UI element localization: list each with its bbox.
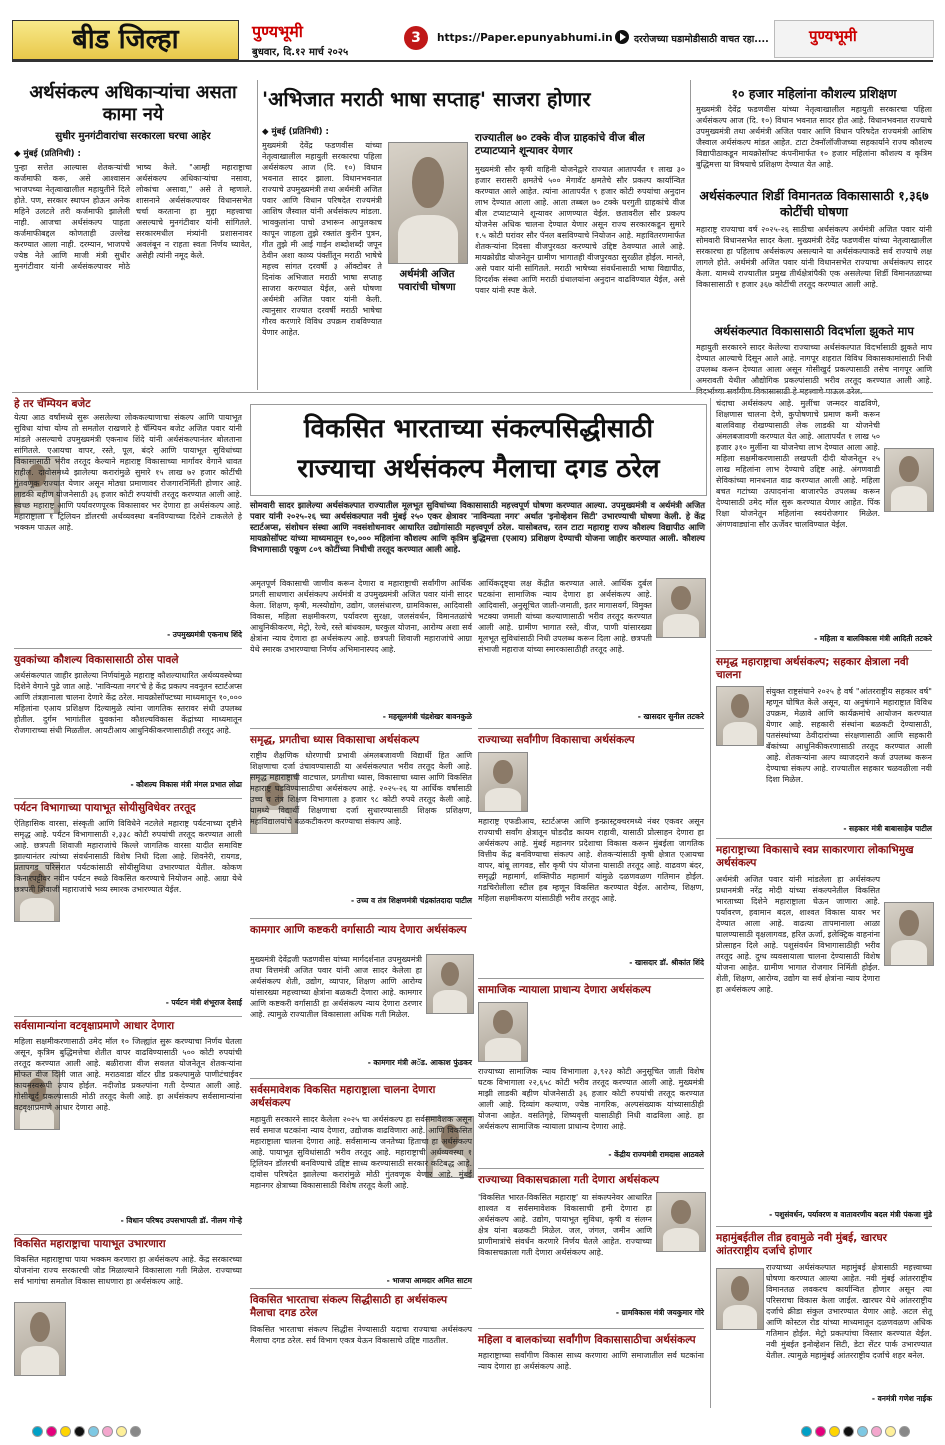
- section-title: [12, 20, 239, 60]
- article-title: राज्याच्या सर्वांगीण विकासाचा अर्थसंकल्प: [478, 734, 635, 746]
- dateline: बुधवार, दि.१२ मार्च २०२५: [252, 47, 349, 58]
- article-signature: - सहकार मंत्री बाबासाहेब पाटील: [843, 824, 932, 833]
- header-logo-right: [774, 20, 934, 58]
- registration-dot: [885, 1426, 896, 1437]
- article-signature: - कौशल्य विकास मंत्री मंगल प्रभात लोढा: [130, 780, 242, 789]
- divider: [257, 80, 258, 390]
- column-4: [716, 398, 932, 1408]
- article-title: समृद्ध महाराष्ट्राचा अर्थसंकल्प; सहकार क्षेत्राला नवी चालना: [716, 656, 909, 681]
- col4-article-1: [716, 398, 932, 648]
- article-signature: - ग्रामविकास मंत्री जयकुमार गोरे: [615, 1308, 704, 1317]
- col1-article-4: [14, 1020, 242, 1230]
- col2-article-1: [250, 578, 472, 728]
- article-body: अर्थमंत्री अजित पवार यांनी मांडलेला हा अर्थसंकल्प प्रधानमंत्री नरेंद्र मोदी यांच्या संकल्पनेतील विकसित भारताच्या दिशेने महाराष्ट्राला घेऊन जाणारा आहे. पर्यावरण, हवामान बदल, शाश्वत विकास यावर भर देण्यात आला आहे. वाढत्या तापमानाला आळा घालण्यासाठी वृक्षलागवड, हरित ऊर्जा, इलेक्ट्रिक वाहनांना प्रोत्साहन दिले आहे. पशुसंवर्धन विभागासाठीही भरीव तरतूद आहे. दुग्ध व्यवसायाला चालना देण्यासाठी विशेष योजना आहेत. ग्रामीण भागात रोजगार निर्मिती होईल. शेती, शिक्षण, आरोग्य, उद्योग या सर्व क्षेत्रांना न्याय देणारा हा अर्थसंकल्प आहे.: [716, 875, 880, 994]
- article-title: महिला व बालकांच्या सर्वांगीण विकासासाठीचा अर्थसंकल्प: [478, 1334, 696, 1346]
- article-body: महायुती सरकारने सादर केलेला २०२५ चा अर्थसंकल्प हा सर्वसमावेशक असून सर्व समाज घटकांना न्याय देणारा, उद्योजक वाढविणारा आहे. आणि विकसित महाराष्ट्राला चालना देणारा आहे. सर्वसामान्य जनतेच्या हिताचा हा अर्थसंकल्प आहे. पायाभूत सुविधांसाठी भरीव तरतूद आहे. महाराष्ट्राची अर्थव्यवस्था १ ट्रिलियन डॉलरची बनविण्याचे उद्दिष्ट साध्य करण्यासाठी सरकार कटिबद्ध आहे. दावोस परिषदेत झालेल्या करारांमुळे मोठी गुंतवणूक येणार आहे. मुंबई महानगर क्षेत्राच्या विकासासाठी विशेष तरतूद केली आहे.: [250, 1115, 472, 1190]
- banner-intro: सोमवारी सादर झालेल्या अर्थसंकल्पात राज्यातील मूलभूत सुविधांच्या विकासासाठी महत्त्वपूर्ण घोषणा करण्यात आल्या. उपमुख्यमंत्री व अर्थमंत्री अजित पवार यांनी २०२५-२६ च्या अर्थसंकल्पात नवी मुंबई २५० एकर क्षेत्रावर 'नाविन्यता नगर' अर्थात 'इनोव्हेशन सिटी' उभारण्याची घोषणा केली. हे केंद्र स्टार्टअप्स, संशोधन संस्था आणि नवसंशोधनावर आधारित उद्योगांसाठी महत्त्वपूर्ण ठरेल. यासोबतच, रतन टाटा महाराष्ट्र राज्य कौशल्य विद्यापीठ आणि मायक्रोसॉफ्ट यांच्या माध्यमातून १०,००० महिलांना कौशल्य आणि कृत्रिम बुद्धिमत्ता (एआय) प्रशिक्षण देण्याची योजना जाहीर करण्यात आली. कौशल्य विभागासाठी एकूण ८०९ कोटींच्या निधीची तरतूद करण्यात आली आहे.: [250, 500, 705, 554]
- article-signature: - खासदार डॉ. श्रीकांत शिंदे: [629, 958, 704, 967]
- col4-article-4: [716, 1232, 932, 1408]
- registration-dot: [116, 1426, 127, 1437]
- registration-dot: [74, 1426, 85, 1437]
- article-body: महाराष्ट्राच्या सर्वांगीण विकास साध्य करणारा आणि समाजातील सर्व घटकांना न्याय देणारा हा अर्थसंकल्प आहे.: [478, 1351, 704, 1371]
- column-2: [250, 578, 472, 1408]
- banner-headline-2: राज्याचा अर्थसंकल्प मैलाचा दगड ठरेल: [297, 454, 660, 484]
- article-title: सामाजिक न्यायाला प्राधान्य देणारा अर्थसंकल्प: [478, 984, 651, 996]
- article-title: सर्वसमावेशक विकसित महाराष्ट्राला चालना देणारा अर्थसंकल्प: [250, 1084, 436, 1109]
- top-center-body: मुख्यमंत्री देवेंद्र फडणवीस यांच्या नेतृत्वाखालील महायुती सरकारचा पहिला अर्थसंकल्प आज (दि. १०) विधान भवनात सादर झाला. विधानभवनात राज्याचे उपमुख्यमंत्री तथा अर्थमंत्री अजित पवार आणि विधान परिषदेत राज्यमंत्री आशिष जैस्वाल यांनी अर्थसंकल्प मांडला. भावकुलांना पाचो उभारून आपुलकाच कापून जाहला तुझे रक्तांत कुरीन पुत्रन, गीत तुझे मी आई गाईन शब्दोशब्दी जपून ठेवीन अशा काव्य पंक्तींतून मराठी भाषेचे महत्त्व सांगत दरवर्षी ३ ऑक्टोबर ते दिनांक अभिजात मराठी भाषा सप्ताह साजरा करण्यात येईल, असे घोषणा अर्थमंत्री अजित पवार यांनी केली. त्यानुसार राज्यात दरवर्षी मराठी भाषेचा गौरव करणारे विविध उपक्रम राबविण्यात येणार आहेत.: [262, 141, 382, 337]
- col3-article-5: [478, 1334, 704, 1406]
- col1-article-3: [14, 802, 242, 1012]
- article-signature: - खासदार सुनील तटकरे: [637, 712, 704, 721]
- article-body: 'विकसित भारत-विकसित महाराष्ट्र' या संकल्पनेवर आधारित शाश्वत व सर्वसमावेशक विकासाची हमी देणारा हा अर्थसंकल्प आहे. उद्योग, पायाभूत सुविधा, कृषी व संलग्न क्षेत्र यांना बळकटी मिळेल. जल, जंगल, जमीन आणि प्राणीमात्रांचे संवर्धन करणारे निर्णय घेतले आहेत. राज्याच्या विकासचक्राला गती देणारा अर्थसंकल्प आहे.: [478, 1193, 652, 1257]
- divider: [250, 728, 472, 729]
- minister-photo: [716, 1268, 764, 1330]
- article-title: पर्यटन विभागाच्या पायाभूत सोयीसुविधेवर तरतूद: [14, 802, 196, 814]
- col1-article-1: [14, 398, 242, 658]
- top-mid-body: मुख्यमंत्री सौर कृषी वाहिनी योजनेद्वारे राज्यात आतापर्यंत १ लाख ३० हजार सरासरी क्षमतेचे ५०० मेगावॅट क्षमतेचे सौर प्रकल्प कार्यान्वित करण्यात आले आहेत. त्यांना आतापर्यंत ९ हजार कोटी रुपयांचा अनुदान लाभ देण्यात आला आहे. आता तब्बल ७० टक्के घरगुती ग्राहकांचे वीज बील टप्याटप्याने शून्यावर आणण्यात येईल. छतावरील सौर प्रकल्प योजनेस अधिक चालना देण्यात येणार असून राज्य सरकारकडून सुमारे १.५ कोटी घरांवर सौर पॅनल बसविण्याचे नियोजन आहे. महावितरणमार्फत शेतकऱ्यांना दिवसा वीजपुरवठा करण्याचे उद्दिष्ट ठेवण्यात आले आहे. मायक्रोग्रीड योजनेतून ग्रामीण भागातही वीजपुरवठा सुरळीत होईल. मानते, असे पवार यांनी सांगितले. मराठी भाषेच्या संवर्धनासाठी भाषा विद्यापीठ, दिग्दर्शक संस्था आणि मराठी ग्रंथालयांना अनुदान वाढविण्यात येईल, असे पवार यांनी स्पष्ट केले.: [475, 165, 685, 295]
- ticker-text: दररोजच्या घडामोडीसाठी वाचत रहा....: [634, 34, 769, 45]
- article-signature: - उच्च व तंत्र शिक्षणमंत्री चंद्रकांतदादा पाटील: [350, 896, 472, 905]
- article-signature: - भाजपा आमदार अमित साटम: [386, 1276, 472, 1285]
- article-body: विकसित महाराष्ट्राचा पाया भक्कम करणारा हा अर्थसंकल्प आहे. केंद्र सरकारच्या योजनांना राज्य सरकारची जोड मिळाल्याने विकासाला गती मिळेल. राज्याच्या सर्व भागांचा समतोल विकास साधणारा हा अर्थसंकल्प आहे.: [14, 1255, 242, 1286]
- top-right-body-1: मुख्यमंत्री देवेंद्र फडणवीस यांच्या नेतृत्वाखालील महायुती सरकारचा पहिला अर्थसंकल्प आज (दि. १०) विधान भवनात सादर होत आहे. विधानभवनात राज्याचे उपमुख्यमंत्री तथा अर्थमंत्री अजित पवार आणि विधान परिषदेत राज्यमंत्री आशिष जैस्वाल अर्थसंकल्प मांडत आहेत. टाटा टेक्नॉलॉजीजच्या सहकार्याने राज्य कौशल्य विद्यापीठाकडून मायक्रोसॉफ्ट कंपनीमार्फत १० हजार महिलांना कौशल्य व कृत्रिम बुद्धिमत्ता या विषयाचे प्रशिक्षण देण्यात येत आहे.: [696, 105, 932, 169]
- article-signature: - महिला व बालविकास मंत्री आदिती तटकरे: [814, 634, 932, 643]
- registration-dot: [102, 1426, 113, 1437]
- col3-article-4: [478, 1174, 704, 1324]
- article-title: कामगार आणि कष्टकरी वर्गासाठी न्याय देणारा अर्थसंकल्प: [250, 924, 467, 936]
- col1-article-2: [14, 654, 242, 794]
- minister-photo: [884, 448, 934, 512]
- color-registration-strip: [12, 1420, 933, 1434]
- registration-dot: [130, 1426, 141, 1437]
- registration-dot: [60, 1426, 71, 1437]
- photo-caption: अर्थमंत्री अजित पवारांची घोषणा: [398, 269, 456, 293]
- col3-article-2: [478, 734, 704, 974]
- col3-article-1: [478, 578, 704, 728]
- col2-article-3: [250, 924, 472, 1074]
- divider: [14, 798, 242, 799]
- divider: [710, 398, 711, 1408]
- column-1: [14, 398, 242, 1408]
- minister-photo: [478, 1002, 528, 1062]
- article-body: मुख्यमंत्री देवेंद्रजी फडणवीस यांच्या मार्गदर्शनात उपमुख्यमंत्री तथा वित्तमंत्री अजित पवार यांनी आज सादर केलेला हा अर्थसंकल्प शेती, उद्योग, व्यापार, शिक्षण आणि आरोग्य यांसारख्या महत्त्वाच्या क्षेत्रांना बळकटी देणारा आहे. कामगार आणि कष्टकरी वर्गासाठी हा अर्थसंकल्प न्याय देणारा ठरणार आहे. त्यामुळे राज्यातील विकासाला अधिक गती मिळेल.: [250, 955, 422, 1019]
- article-signature: - विधान परिषद उपसभापती डॉ. नीलम गोऱ्हे: [120, 1216, 242, 1225]
- article-body: राष्ट्रीय शैक्षणिक धोरणाची प्रभावी अंमलबजावणी विद्यार्थी हित आणि शिक्षणाचा दर्जा उंचावण्यासाठी या अर्थसंकल्पात भरीव तरतूद केली आहे. समृद्ध महाराष्ट्राची वाटचाल, प्रगतीचा ध्यास, विकासाचा ध्यास आणि विकसित महाराष्ट्र घडविण्यासाठीचा अर्थसंकल्प आहे. २०२५-२६ या आर्थिक वर्षासाठी उच्च व तंत्र शिक्षण विभागाला ३ हजार ९८ कोटी रुपये तरतूद केली आहे. यामध्ये विद्यार्थी शिक्षणाचा दर्जा सुधारण्यासाठी शिक्षक प्रशिक्षण, महाविद्यालयांचे बळकटीकरण करण्याचा संकल्प आहे.: [250, 751, 472, 826]
- divider: [250, 1288, 472, 1289]
- divider: [478, 1168, 704, 1169]
- article-body: चंदाचा अर्थसंकल्प आहे. मुलींचा जन्मदर वाढविणे, शिक्षणास चालना देणे, कुपोषणाचे प्रमाण कमी करून बालविवाह रोखण्यासाठी लेक लाडकी या योजनेची अंमलबजावणी करण्यात येत आहे. आतापर्यंत १ लाख ५० हजार ३१० मुलींना या योजनेचा लाभ देण्यात आला आहे. महिला सक्षमीकरणासाठी लखपती दीदी योजनेतून २५ लाख महिलांना लाभ देण्याचे उद्दिष्ट आहे. अंगणवाडी सेविकांच्या मानधनात वाढ करण्यात आली आहे. महिला बचत गटांच्या उत्पादनांना बाजारपेठ उपलब्ध करून देण्यासाठी उमेद मॉल सुरू करण्यात येणार आहेत. पिंक रिक्षा योजनेतून महिलांना स्वयंरोजगार मिळेल. अंगणवाड्यांना सौर ऊर्जेवर चालविण्यात येईल.: [716, 399, 880, 529]
- article-title: युवकांच्या कौशल्य विकासासाठी ठोस पावले: [14, 654, 179, 666]
- divider: [478, 1328, 704, 1329]
- registration-dot: [801, 1426, 812, 1437]
- col4-article-3: [716, 844, 932, 1224]
- divider: [478, 978, 704, 979]
- article-title: समृद्ध, प्रगतीचा ध्यास विकासाचा अर्थसंकल्प: [250, 734, 420, 746]
- top-center-dateline: ◆ मुंबई (प्रतिनिधी) :: [262, 127, 329, 137]
- top-right-body-3: महायुती सरकारने सादर केलेल्या राज्याच्या अर्थसंकल्पात विदर्भासाठी झुकते माप देण्यात आल्याचे दिसून आले आहे. नागपूर शहरात विविध विकासकामांसाठी निधी उपलब्ध करून देण्यात आला असून गोसीखुर्द प्रकल्पासाठी तसेच नागपूर आणि अमरावती येथील औद्योगिक प्रकल्पांसाठी भरीव तरतूद करण्यात आली आहे.: [696, 343, 932, 385]
- registration-dot: [88, 1426, 99, 1437]
- article-body: महिला सक्षमीकरणासाठी उमेद मॉल १० जिल्ह्यांत सुरू करण्याचा निर्णय घेतला असून, कृत्रिम बुद्धिमत्तेचा शेतीत वापर वाढविण्यासाठी ५०० कोटी रुपयांची तरतूद करण्यात आली आहे. बळीराजा वीज सवलत योजनेतून शेतकऱ्यांना मोफत वीज दिली जात आहे. मराठवाडा वॉटर ग्रीड प्रकल्पामुळे पाणीटंचाईवर कायमस्वरूपी उपाय होईल. नदीजोड प्रकल्पांना गती देण्यात आली आहे. गोसीखुर्द प्रकल्पासाठी मोठी तरतूद केली आहे. हा अर्थसंकल्प सर्वसामान्यांना वटवृक्षाप्रमाणे आधार देणारा आहे.: [14, 1037, 242, 1112]
- section-title-text: बीड जिल्हा: [72, 24, 179, 55]
- divider: [690, 80, 691, 390]
- top-left-subhead: सुधीर मुनगंटीवारांचा सरकारला घरचा आहेर: [55, 131, 211, 142]
- site-url[interactable]: https://Paper.epunyabhumi.in: [437, 32, 613, 44]
- leader-photo: [14, 1302, 66, 1376]
- article-body: आर्थिकदृष्ट्या लक्ष केंद्रीत करण्यात आले. आर्थिक दुर्बल घटकांना सामाजिक न्याय देणारा हा अर्थसंकल्प आहे. आदिवासी, अनुसूचित जाती-जमाती, इतर मागासवर्ग, विमुक्त भटक्या जमाती यांच्या कल्याणासाठी भरीव तरतूद करण्यात आली आहे. ग्रामीण भागात रस्ते, वीज, पाणी यांसारख्या मूलभूत सुविधांसाठी निधी उपलब्ध करून दिला आहे. छत्रपती संभाजी महाराज यांच्या स्मारकासाठीही तरतूद आहे.: [478, 579, 652, 654]
- divider: [14, 648, 242, 649]
- col2-article-5: [250, 1294, 472, 1406]
- top-left-dateline: ◆ मुंबई (प्रतिनिधी) :: [14, 149, 81, 159]
- top-mid-headline: राज्यातील ७० टक्के वीज ग्राहकांचे वीज बील टप्याटप्याने शून्यावर येणार: [475, 132, 645, 157]
- page-number: [404, 26, 428, 50]
- article-body: संयुक्त राष्ट्रसंघाने २०२५ हे वर्ष "आंतरराष्ट्रीय सहकार वर्ष" म्हणून घोषित केले असून, या अनुषंगाने महाराष्ट्रात विविध उपक्रम, मेळावे आणि कार्यक्रमांचे आयोजन करण्यात येणार आहे. सहकारी संस्थांना बळकटी देण्यासाठी, पतसंस्थांच्या ठेवीदारांच्या संरक्षणासाठी आणि सहकारी बँकांच्या आधुनिकीकरणासाठी तरतूद करण्यात आली आहे. शेतकऱ्यांना अल्प व्याजदराने कर्ज उपलब्ध करून देण्याचा संकल्प आहे. राज्यातील सहकार चळवळीला नवी दिशा मिळेल.: [766, 687, 932, 784]
- divider: [14, 1234, 242, 1235]
- registration-dot: [32, 1426, 43, 1437]
- banner-headline-1: विकसित भारताच्या संकल्पसिद्धीसाठी: [303, 414, 654, 444]
- minister-photo: [656, 1192, 706, 1252]
- registration-dot: [843, 1426, 854, 1437]
- article-body: अमृतपूर्ण विकासाची जाणीव करून देणारा व महाराष्ट्राची सर्वांगीण आर्थिक प्रगती साधणारा अर्थसंकल्प अर्थमंत्री व उपमुख्यमंत्री अजित पवार यांनी सादर केला. शिक्षण, कृषी, मत्स्योद्योग, उद्योग, जलसंधारण, ग्रामविकास, आदिवासी विकास, महिला सक्षमीकरण, पर्यावरण सुरक्षा, जलसंवर्धन, विमानतळांचे आधुनिकीकरण, मेट्रो, रेल्वे, रस्ते बांधकाम, घरकुल योजना, आरोग्य अशा सर्व क्षेत्रांना न्याय देणारा हा अर्थसंकल्प आहे. छत्रपती शिवाजी महाराजांचे आग्रा येथे स्मारक उभारण्याचा निर्णय अभिमानास्पद आहे.: [250, 579, 472, 654]
- article-signature: - केंद्रीय राज्यमंत्री रामदास आठवले: [608, 1150, 704, 1159]
- page-number-text: 3: [411, 30, 421, 46]
- article-body: महाराष्ट्र एफडीआय, स्टार्टअप्स आणि इन्फ्रास्ट्रक्चरमध्ये नंबर एकवर असून राज्याची सर्वांग क्षेत्रातून घोडदौड कायम राहावी, यासाठी प्रोत्साहन देणारा हा अर्थसंकल्प आहे. मुंबई महानगर प्रदेशाचा विकास करून मुंबईला जागतिक वित्तीय केंद्र बनविण्याचा संकल्प आहे. शेतकऱ्यांसाठी कृषी क्षेत्रात एआयचा वापर, बांबू लागवड, सौर कृषी पंप योजना यासाठी तरतूद आहे. वाढवण बंदर, समृद्धी महामार्ग, शक्तिपीठ महामार्ग यांमुळे दळणवळण गतिमान होईल. गडचिरोलीला स्टील हब म्हणून विकसित करण्यात येईल. आरोग्य, शिक्षण, महिला सक्षमीकरण यांसाठीही भरीव तरतूद आहे.: [478, 817, 704, 903]
- top-left-headline: अर्थसंकल्प अधिकाऱ्यांचा असता कामा नये: [29, 82, 237, 125]
- article-title: महामुंबईतील तीव्र हवामुळे नवी मुंबई, खारघर आंतरराष्ट्रीय दर्जाचे होणार: [716, 1232, 887, 1257]
- article-body: अर्थसंकल्पात जाहीर झालेल्या निर्णयांमुळे महाराष्ट्र कौशल्याधारित अर्थव्यवस्थेच्या दिशेने वेगाने पुढे जात आहे. 'नाविन्यता नगर'चे हे केंद्र प्रकल्प नवनूतन स्टार्टअप्स आणि तंत्रज्ञानाला चालना देणारे केंद्र ठरेल. मायक्रोसॉफ्टच्या माध्यमातून १०,००० महिलांना एआय प्रशिक्षण दिल्यामुळे त्यांना जागतिक स्तरावर संधी उपलब्ध होतील. दुर्गम भागांतील युवकांना कौशल्यविकास केंद्रांच्या माध्यमातून रोजगाराच्या संधी मिळतील. आयटीआय आधुनिकीकरणासाठीही तरतूद आहे.: [14, 671, 242, 735]
- mp-photo: [478, 752, 528, 812]
- top-left-body: पुन्हा सत्तेत आल्यास शेतकऱ्यांची कर्जमाफी करू, असे आश्वासन भाजपच्या नेतृत्वाखालील महायुतीने दिले होते. पण, सरकार स्थापन होऊन अनेक महिने उलटले तरी कर्जमाफी झालेली नाही. आजचा अर्थसंकल्प पाहता कर्जमाफीबद्दल कोणताही उल्लेख करण्यात आला नाही. दरम्यान, भाजपचे ज्येष्ठ नेते आणि माजी मंत्री सुधीर मुनगंटीवार यांनी अर्थसंकल्पावर मोठे भाष्य केले. "आम्ही महाराष्ट्राचा अर्थसंकल्प अधिकाऱ्यांचा नसावा, लोकांचा असावा," असे ते म्हणाले. शासनाने अर्थसंकल्पावर विधानसभेत चर्चा करताना हा मुद्दा महत्त्वाचा असल्याचे मुनगंटीवार यांनी सांगितले. सरकारमधील मंत्र्यांनी प्रशासनावर अवलंबून न राहता स्वतः निर्णय घ्यावेत, असेही त्यांनी नमूद केले.: [14, 163, 252, 271]
- divider: [12, 392, 933, 393]
- article-title: विकसित महाराष्ट्राचा पायाभूत उभारणारा: [14, 1238, 166, 1250]
- article-body: विकसित भारताचा संकल्प सिद्धीस नेण्यासाठी यदाचा राज्याचा अर्थसंकल्प मैलाचा दगड ठरेल. सर्व विभाग एकत्र येऊन विकासाचे उद्दिष्ट गाठतील.: [250, 1325, 472, 1345]
- col4-article-2: [716, 656, 932, 836]
- article-title: महाराष्ट्राच्या विकासाचे स्वप्न साकारणारा लोकाभिमुख अर्थसंकल्प: [716, 844, 914, 869]
- registration-dot: [857, 1426, 868, 1437]
- registration-dot: [815, 1426, 826, 1437]
- divider: [716, 1226, 932, 1227]
- masthead: [12, 20, 933, 62]
- divider: [250, 1078, 472, 1079]
- registration-dot: [829, 1426, 840, 1437]
- top-center-headline: 'अभिजात मराठी भाषा सप्ताह' साजरा होणार: [262, 87, 591, 111]
- top-right-headline-2: अर्थसंकल्पात शिर्डी विमानतळ विकासासाठी १,३६७ कोटींची घोषणा: [699, 188, 929, 219]
- top-right-headline-3: अर्थसंकल्पात विकासासाठी विदर्भाला झुकते माप: [714, 324, 914, 338]
- divider: [250, 918, 472, 919]
- article-body: राज्याच्या अर्थसंकल्पात महामुंबई क्षेत्रासाठी महत्त्वाच्या घोषणा करण्यात आल्या आहेत. नवी मुंबई आंतरराष्ट्रीय विमानतळ लवकरच कार्यान्वित होणार असून त्या परिसराचा विकास केला जाईल. खारघर येथे आंतरराष्ट्रीय दर्जाचे क्रीडा संकुल उभारण्यात येणार आहे. अटल सेतू आणि कोस्टल रोड यांच्या माध्यमातून दळणवळण अधिक गतिमान होईल. मेट्रो प्रकल्पांचा विस्तार करण्यात येईल. नवी मुंबईत इनोव्हेशन सिटी, डेटा सेंटर पार्क उभारण्यात येतील. त्यामुळे महामुंबई आंतरराष्ट्रीय दर्जाचे शहर बनेल.: [766, 1263, 932, 1360]
- minister-photo: [426, 954, 474, 1014]
- minister-photo: [884, 902, 934, 966]
- article-signature: - महसूलमंत्री चंद्रशेखर बावनकुळे: [382, 712, 472, 721]
- divider: [716, 838, 932, 839]
- mp-photo: [656, 578, 706, 638]
- article-signature: - उपमुख्यमंत्री एकनाथ शिंदे: [167, 630, 242, 639]
- header-logo-right-text: पुण्यभूमी: [809, 27, 857, 45]
- col2-article-4: [250, 1084, 472, 1284]
- banner-box: [250, 404, 707, 496]
- article-body: येत्या आठ वर्षांमध्ये सुरू असलेल्या लोककल्याणाचा संकल्प आणि पायाभूत सुविधा यांचा योग्य तो समतोल राखणारे हे चॅम्पियन बजेट अजित पवार यांनी मांडले असल्याचे उपमुख्यमंत्री एकनाथ शिंदे यांनी अर्थसंकल्पानंतर बोलताना सांगितले. एआयचा वापर, रस्ते, पूल, बंदरे आणि पायाभूत सुविधांच्या विकासासाठी भरीव तरतूद केल्याने महाराष्ट्र विकासाच्या मार्गावर वेगाने धावत राहील. दावोसमध्ये झालेल्या करारांमुळे सुमारे १५ लाख ७२ हजार कोटींची गुंतवणूक राज्यात येणार असून मोठ्या प्रमाणावर रोजगारनिर्मिती होणार आहे. लाडकी बहीण योजनेसाठी ३६ हजार कोटी रुपयांची तरतूद करण्यात आली आहे. स्वच्छ महाराष्ट्र आणि पर्यावरणपूरक विकासावर भर देणारा हा अर्थसंकल्प आहे. महाराष्ट्राला १ ट्रिलियन डॉलरची अर्थव्यवस्था बनविण्याच्या दिशेने टाकलेले हे भक्कम पाऊल आहे.: [14, 413, 242, 532]
- article-title: राज्याच्या विकासचक्राला गती देणारा अर्थसंकल्प: [478, 1174, 660, 1186]
- finance-minister-photo: [388, 142, 468, 264]
- article-signature: - पर्यटन मंत्री शंभूराज देसाई: [165, 998, 242, 1007]
- minister-photo: [716, 686, 764, 746]
- divider: [14, 1016, 242, 1017]
- article-body: ऐतिहासिक वारसा, संस्कृती आणि विविधेने नटलेले महाराष्ट्र पर्यटनाच्या दृष्टीने समृद्ध आहे. पर्यटन विभागासाठी २,३३८ कोटी रुपयांची तरतूद करण्यात आली आहे. छत्रपती शिवाजी महाराजांचे किल्ले जागतिक वारसा यादीत समाविष्ट झाल्यानंतर त्यांच्या संवर्धनासाठी विशेष निधी दिला आहे. शिवनेरी, रायगड, प्रतापगड परिसरात पर्यटकांसाठी सोयीसुविधा उभारण्यात येतील. कोकण किनारपट्टीवर नवीन पर्यटन स्थळे विकसित करण्याचे नियोजन आहे. आग्रा येथे छत्रपती शिवाजी महाराजांचे भव्य स्मारक उभारण्यात येईल.: [14, 819, 242, 894]
- article-title: सर्वसामान्यांना वटवृक्षाप्रमाणे आधार देणारा: [14, 1020, 175, 1032]
- top-right-body-2: महाराष्ट्र राज्याचा वर्ष २०२५-२६ साठीचा अर्थसंकल्प अर्थमंत्री अजित पवार यांनी सोमवारी विधानसभेत सादर केला. मुख्यमंत्री देवेंद्र फडणवीस यांच्या नेतृत्वाखालील सरकारचा हा पहिलाच अर्थसंकल्प असल्याने या अर्थसंकल्पाकडे सर्व राज्याचे लक्ष लागले होते. अर्थमंत्री अजित पवार यांनी विधानसभेत राज्याचा अर्थसंकल्प सादर केला. यामध्ये राज्यातील प्रमुख तीर्थक्षेत्रांपैकी एक असलेल्या शिर्डी विमानतळाच्या विकासासाठी १ हजार ३६७ कोटींची तरतूद करण्यात आली आहे.: [696, 225, 932, 289]
- registration-dot: [871, 1426, 882, 1437]
- divider: [716, 650, 932, 651]
- divider: [478, 728, 704, 729]
- registration-dot: [899, 1426, 910, 1437]
- article-signature: - वनमंत्री गणेश नाईक: [871, 1394, 932, 1403]
- col3-article-3: [478, 984, 704, 1164]
- col1-article-5: [14, 1238, 242, 1408]
- brand-logo: [252, 22, 372, 42]
- article-body: राज्याच्या सामाजिक न्याय विभागाला ३,९२३ कोटी अनुसूचित जाती विशेष घटक विभागाला २२,६५८ कोटी भरीव तरतूद करण्यात आली आहे. मुख्यमंत्री माझी लाडकी बहीण योजनेसाठी ३६ हजार कोटी रुपयांची तरतूद करण्यात आली आहे. दिव्यांग कल्याण, ज्येष्ठ नागरिक, अल्पसंख्याक यांच्यासाठीही योजना आहेत. वसतिगृहे, शिष्यवृत्ती यासाठीही निधी वाढविला आहे. हा अर्थसंकल्प सामाजिक न्यायाला प्राधान्य देणारा आहे.: [478, 1067, 704, 1131]
- article-title: विकसित भारताचा संकल्प सिद्धीसाठी हा अर्थसंकल्प मैलाचा दगड ठरेल: [250, 1294, 448, 1319]
- column-3: [478, 578, 704, 1408]
- article-title: हे तर चॅम्पियन बजेट: [14, 398, 91, 410]
- play-icon: [615, 30, 629, 44]
- article-signature: - पशुसंवर्धन, पर्यावरण व वातावरणीय बदल मंत्री पंकजा मुंडे: [769, 1210, 932, 1219]
- article-signature: - कामगार मंत्री अॅड. आकाश फुंडकर: [367, 1058, 472, 1067]
- brand-logo-text: पुण्यभूमी: [252, 22, 303, 41]
- registration-dot: [46, 1426, 57, 1437]
- top-right-headline-1: १० हजार महिलांना कौशल्य प्रशिक्षण: [731, 86, 897, 101]
- col2-article-2: [250, 734, 472, 914]
